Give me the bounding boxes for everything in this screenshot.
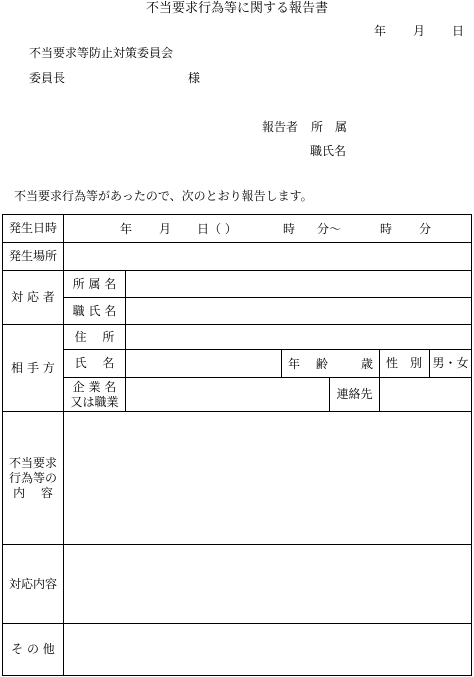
response-content-label: 対応内容 <box>8 576 57 591</box>
company-occupation-field[interactable] <box>126 378 329 411</box>
document-title: 不当要求行為等に関する報告書 <box>145 1 328 16</box>
request-content-label <box>3 412 63 544</box>
other-field[interactable] <box>64 624 471 675</box>
age-unit: 歳 <box>361 357 374 371</box>
end-minute-label: 分 <box>419 222 432 236</box>
date-month: 月 <box>413 24 426 38</box>
occurrence-datetime-field[interactable] <box>64 215 471 242</box>
occurrence-day-label: 日（ ） <box>197 222 237 236</box>
date-year: 年 <box>374 24 387 38</box>
counterpart-name-field[interactable] <box>126 350 281 377</box>
start-hour-label: 時 <box>283 222 296 236</box>
occurrence-place-field[interactable] <box>64 243 471 270</box>
content-label-line1: 不当要求 <box>8 455 57 470</box>
company-label-line2: 又は職業 <box>70 394 119 409</box>
content-label-line3: 内 容 <box>13 485 53 500</box>
addressee-committee: 不当要求等防止対策委員会 <box>29 46 174 60</box>
counterpart-age-label: 年 齢 <box>288 357 328 371</box>
end-hour-label: 時 <box>380 222 393 236</box>
date-day: 日 <box>452 24 465 38</box>
reporter-position-name-label: 職氏名 <box>310 144 347 158</box>
honorific: 様 <box>188 71 201 85</box>
counterpart-sex-label: 性 別 <box>385 356 422 370</box>
other-label: そ の 他 <box>11 642 55 656</box>
responder-affiliation-field[interactable] <box>126 271 471 297</box>
content-label-line2: 行為等の <box>8 470 57 485</box>
counterpart-address-label: 住 所 <box>74 329 115 344</box>
occurrence-month-label: 月 <box>159 222 172 236</box>
contact-label: 連絡先 <box>336 387 373 401</box>
counterpart-label: 相 手 方 <box>11 360 55 375</box>
company-occupation-label <box>64 378 125 411</box>
responder-position-name-field[interactable] <box>126 298 471 324</box>
reporter-affiliation-label: 所 属 <box>311 120 348 134</box>
intro-text: 不当要求行為等があったので、次のとおり報告します。 <box>14 189 313 203</box>
report-table <box>2 214 472 676</box>
occurrence-datetime-label: 発生日時 <box>8 221 57 235</box>
col-line <box>281 349 282 377</box>
occurrence-place-label: 発生場所 <box>8 249 57 263</box>
responder-position-name-label: 職 氏 名 <box>72 303 117 318</box>
company-label-line1: 企 業 名 <box>72 379 117 394</box>
responder-affiliation-label: 所 属 名 <box>72 276 117 291</box>
counterpart-name-label: 氏 名 <box>74 356 115 370</box>
addressee-chair: 委員長 <box>29 71 66 85</box>
request-content-field[interactable] <box>64 412 471 544</box>
occurrence-year-label: 年 <box>120 222 133 236</box>
response-content-field[interactable] <box>64 545 471 623</box>
sex-options[interactable]: 男・女 <box>432 356 469 370</box>
reporter-label: 報告者 <box>262 120 299 134</box>
counterpart-address-field[interactable] <box>126 325 471 349</box>
responder-label: 対 応 者 <box>11 290 55 304</box>
start-minute-label: 分～ <box>317 222 342 236</box>
contact-field[interactable] <box>380 378 471 411</box>
